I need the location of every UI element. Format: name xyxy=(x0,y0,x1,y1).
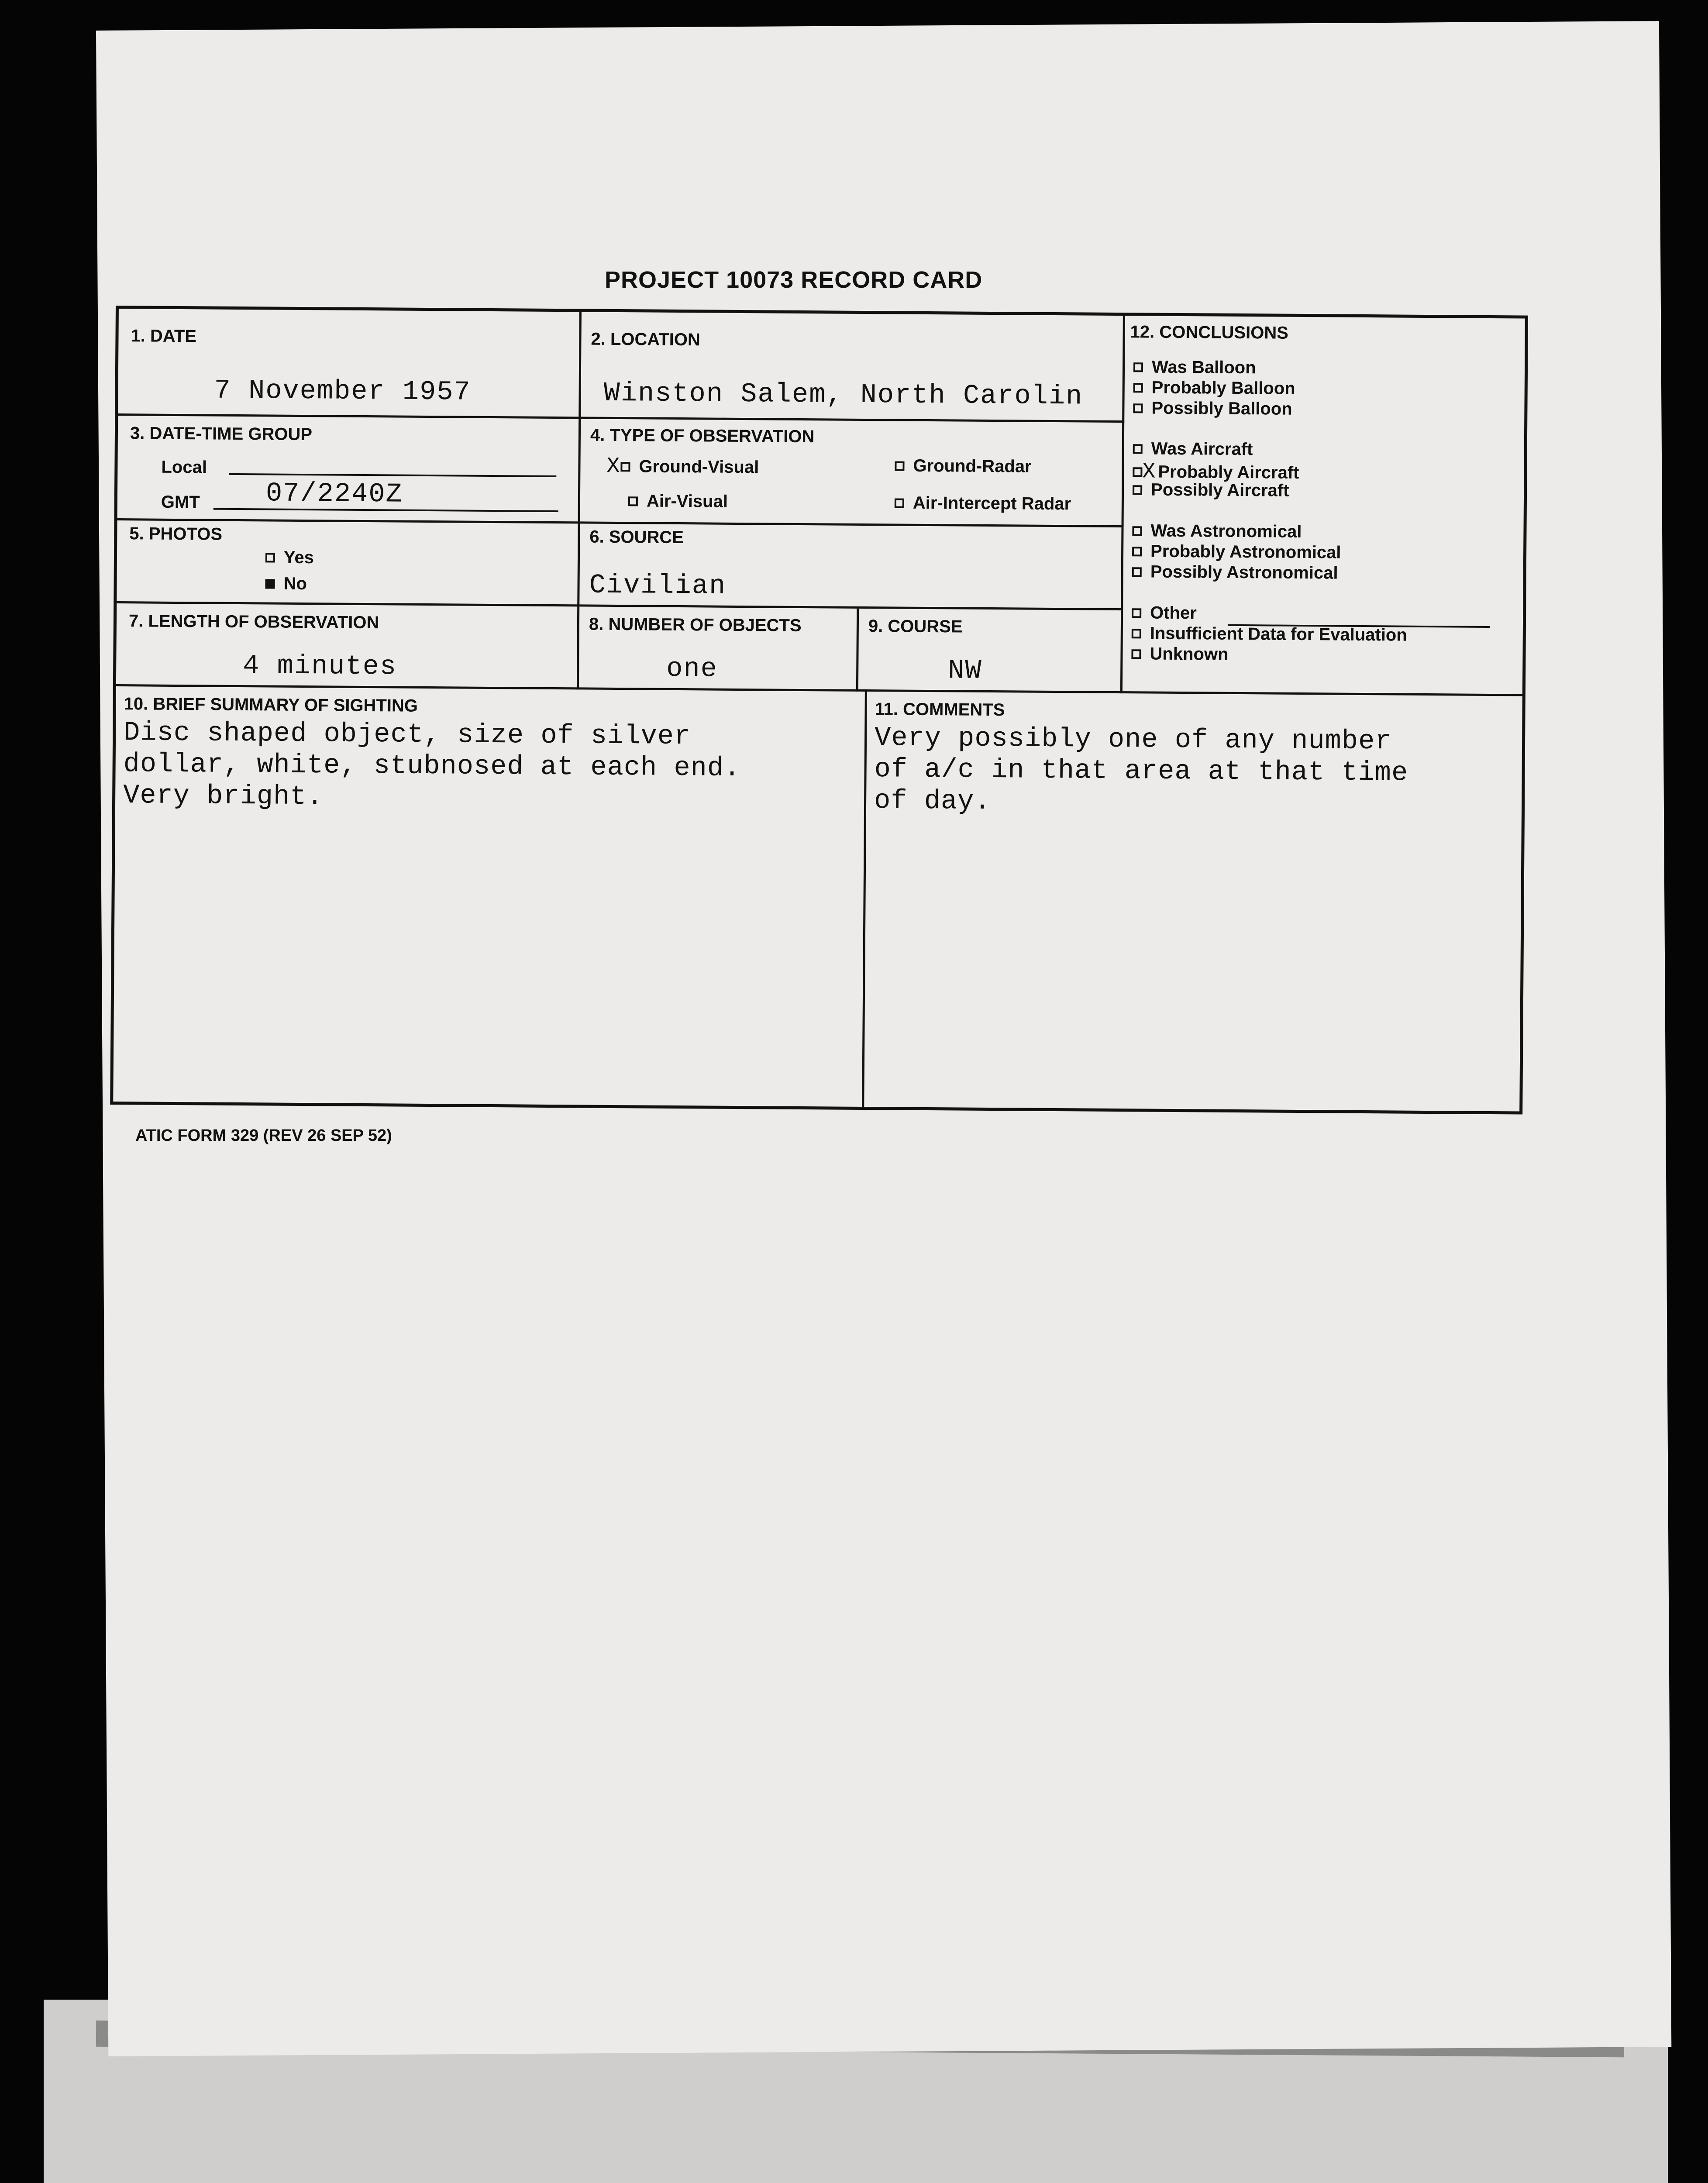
field-location xyxy=(581,312,1125,423)
checkbox-icon[interactable] xyxy=(1133,485,1142,495)
option-label: No xyxy=(283,574,307,594)
checkbox-icon[interactable] xyxy=(620,462,630,472)
gmt-value: 07/2240Z xyxy=(265,478,403,510)
option-was-balloon[interactable] xyxy=(1133,357,1256,378)
option-was-aircraft[interactable] xyxy=(1133,439,1253,459)
option-label: Was Balloon xyxy=(1151,357,1256,378)
field-date-time-group xyxy=(117,416,581,523)
length-of-observation-label: 7. LENGTH OF OBSERVATION xyxy=(128,611,379,633)
option-label: Possibly Balloon xyxy=(1151,398,1292,419)
number-of-objects-label: 8. NUMBER OF OBJECTS xyxy=(589,614,802,635)
option-photos-no[interactable] xyxy=(265,574,307,594)
checkbox-icon[interactable] xyxy=(1132,629,1141,638)
course-value: NW xyxy=(947,655,982,686)
card-title: PROJECT 10073 RECORD CARD xyxy=(605,267,983,293)
comments-label: 11. COMMENTS xyxy=(875,699,1005,720)
checkbox-icon[interactable] xyxy=(1133,403,1143,413)
conclusions-label: 12. CONCLUSIONS xyxy=(1130,322,1289,343)
checkbox-icon[interactable] xyxy=(1132,608,1141,618)
record-card-form xyxy=(110,306,1528,1115)
date-value: 7 November 1957 xyxy=(214,375,471,408)
checkbox-icon[interactable] xyxy=(1132,567,1142,577)
field-conclusions xyxy=(1123,316,1525,696)
option-label: Ground-Visual xyxy=(639,457,759,477)
comments-line: of day. xyxy=(874,785,991,817)
checkbox-icon[interactable] xyxy=(895,461,904,471)
checkbox-icon[interactable] xyxy=(1133,444,1143,454)
source-value: Civilian xyxy=(589,569,727,602)
option-possibly-astronomical[interactable] xyxy=(1132,562,1338,583)
length-of-observation-value: 4 minutes xyxy=(243,650,397,682)
checkbox-icon[interactable] xyxy=(1132,526,1142,536)
option-label: Other xyxy=(1150,603,1197,623)
comments-line: of a/c in that area at that time xyxy=(874,754,1408,788)
location-label: 2. LOCATION xyxy=(591,329,701,350)
location-value: Winston Salem, North Carolin xyxy=(603,377,1083,412)
checkbox-icon[interactable] xyxy=(265,579,275,589)
photos-label: 5. PHOTOS xyxy=(129,524,223,544)
checkbox-icon[interactable] xyxy=(1133,467,1142,477)
option-air-intercept-radar[interactable] xyxy=(895,493,1071,514)
option-insufficient-data[interactable] xyxy=(1132,623,1407,645)
type-of-observation-label: 4. TYPE OF OBSERVATION xyxy=(590,425,815,447)
option-possibly-aircraft[interactable] xyxy=(1133,480,1289,501)
course-label: 9. COURSE xyxy=(868,616,963,637)
check-mark: X xyxy=(606,454,620,479)
checkbox-icon[interactable] xyxy=(628,496,638,506)
checkbox-icon[interactable] xyxy=(1133,362,1143,372)
gmt-label: GMT xyxy=(161,492,200,512)
option-photos-yes[interactable] xyxy=(265,547,314,568)
checkbox-icon[interactable] xyxy=(895,498,904,508)
option-ground-visual[interactable] xyxy=(606,454,759,480)
option-probably-astronomical[interactable] xyxy=(1132,541,1341,562)
option-ground-radar[interactable] xyxy=(895,456,1031,476)
field-source xyxy=(579,523,1123,610)
comments-line: Very possibly one of any number xyxy=(874,722,1392,757)
field-length-of-observation xyxy=(116,603,579,689)
option-label: Air-Intercept Radar xyxy=(913,493,1071,514)
field-brief-summary xyxy=(113,686,867,1107)
field-type-of-observation xyxy=(580,419,1125,527)
brief-summary-label: 10. BRIEF SUMMARY OF SIGHTING xyxy=(124,694,418,716)
brief-summary-line: dollar, white, stubnosed at each end. xyxy=(123,748,741,784)
option-label: Probably Astronomical xyxy=(1150,541,1341,562)
checkbox-icon[interactable] xyxy=(265,553,275,562)
option-label: Possibly Aircraft xyxy=(1150,480,1289,500)
brief-summary-line: Disc shaped object, size of silver xyxy=(123,717,691,752)
checkbox-icon[interactable] xyxy=(1132,547,1142,556)
field-course xyxy=(858,609,1123,693)
field-photos xyxy=(117,520,580,606)
checkbox-icon[interactable] xyxy=(1133,383,1143,393)
local-label: Local xyxy=(161,457,207,477)
checkbox-icon[interactable] xyxy=(1131,649,1141,659)
form-identifier: ATIC FORM 329 (REV 26 SEP 52) xyxy=(135,1126,392,1145)
option-label: Was Aircraft xyxy=(1151,439,1253,459)
option-label: Unknown xyxy=(1150,644,1229,664)
option-label: Was Astronomical xyxy=(1150,521,1302,541)
source-label: 6. SOURCE xyxy=(589,527,684,547)
option-label: Probably Aircraft xyxy=(1158,462,1299,482)
option-air-visual[interactable] xyxy=(628,491,728,512)
number-of-objects-value: one xyxy=(666,653,718,685)
field-number-of-objects xyxy=(579,606,859,691)
option-label: Insufficient Data for Evaluation xyxy=(1150,623,1407,645)
option-label: Probably Balloon xyxy=(1151,378,1295,398)
field-date xyxy=(118,309,582,419)
local-underline xyxy=(229,473,556,477)
option-probably-balloon[interactable] xyxy=(1133,378,1295,399)
field-comments xyxy=(864,692,1522,1111)
option-label: Ground-Radar xyxy=(913,456,1032,476)
option-label: Air-Visual xyxy=(646,491,728,511)
brief-summary-line: Very bright. xyxy=(123,780,324,813)
option-label: Yes xyxy=(283,547,314,568)
option-other[interactable] xyxy=(1132,603,1197,623)
option-unknown[interactable] xyxy=(1131,644,1228,665)
option-label: Possibly Astronomical xyxy=(1150,562,1338,583)
date-time-group-label: 3. DATE-TIME GROUP xyxy=(130,424,313,444)
date-label: 1. DATE xyxy=(131,326,197,346)
check-mark: X xyxy=(1142,459,1156,485)
option-possibly-balloon[interactable] xyxy=(1133,398,1292,419)
option-was-astronomical[interactable] xyxy=(1132,521,1302,542)
